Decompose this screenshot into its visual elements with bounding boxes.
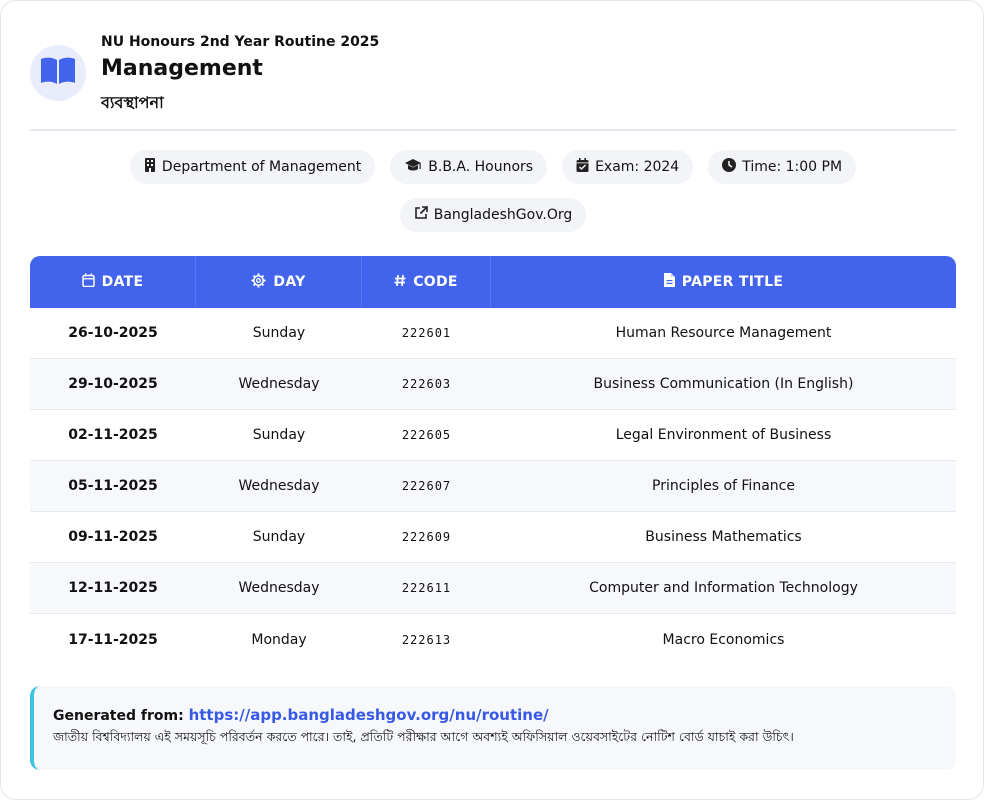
day-cell: Sunday: [252, 427, 306, 443]
time-chip: [708, 150, 856, 184]
paper-title-cell: Legal Environment of Business: [615, 427, 832, 443]
exam-label: Exam: 2024: [595, 159, 680, 175]
table-row: [30, 563, 956, 614]
degree-chip: [390, 150, 547, 184]
paper-title-cell: Computer and Information Technology: [589, 580, 858, 596]
table-row: [30, 308, 956, 359]
source-line: [53, 706, 936, 724]
code-cell: 222613: [401, 632, 452, 647]
routine-table: [30, 256, 956, 665]
table-row: [30, 410, 956, 461]
paper-title-cell: Macro Economics: [662, 631, 785, 648]
building-icon: [144, 158, 156, 176]
calendar-icon: [82, 273, 95, 291]
code-cell: 222605: [401, 428, 452, 442]
department-label: Department of Management: [161, 159, 362, 175]
disclaimer-text: জাতীয় বিশ্ববিদ্যালয় এই সময়সূচি পরিবর্তন করতে পারে। তাই, প্রতিটি পরীক্ষার আগে অবশ্যই অফিসিয়াল ওয়েবসাইটের নোটিশ বোর্ড যাচাই করা উচিৎ।: [53, 729, 794, 744]
page-subtitle: NU Honours 2nd Year Routine 2025: [101, 34, 380, 50]
day-cell: Sunday: [252, 325, 306, 341]
day-cell: Monday: [251, 631, 307, 648]
calendar-check-icon: [576, 158, 589, 176]
source-note: [30, 686, 956, 770]
day-cell: Wednesday: [238, 478, 320, 494]
source-link[interactable]: https://app.bangladeshgov.org/nu/routine/: [188, 706, 549, 724]
clock-icon: [722, 158, 736, 176]
external-link-icon: [414, 206, 428, 224]
code-cell: 222609: [401, 530, 452, 544]
day-cell: Wednesday: [238, 376, 320, 392]
table-row: [30, 461, 956, 512]
paper-title-cell: Business Communication (In English): [593, 376, 854, 392]
table-row: [30, 614, 956, 665]
paper-title-cell: Business Mathematics: [645, 529, 802, 545]
table-header: [30, 256, 956, 308]
paper-title-column-header: PAPER TITLE: [491, 256, 956, 308]
day-cell: Sunday: [252, 529, 306, 545]
date-cell: 09-11-2025: [68, 529, 158, 545]
day-column-header: DAY: [196, 256, 362, 308]
logo: [30, 45, 86, 101]
table-row: [30, 512, 956, 563]
website-chip[interactable]: [400, 198, 587, 232]
day-cell: Wednesday: [238, 580, 320, 596]
date-cell: 02-11-2025: [68, 427, 158, 443]
book-open-icon: [40, 56, 76, 90]
paper-title-cell: Principles of Finance: [652, 478, 795, 494]
page-title: Management: [101, 56, 263, 81]
page-title-bangla: ব্যবস্থাপনা: [101, 93, 164, 112]
source-label: Generated from:: [53, 708, 184, 724]
date-cell: 17-11-2025: [68, 631, 158, 648]
date-column-header: DATE: [30, 256, 196, 308]
department-chip: [130, 150, 375, 184]
exam-chip: [562, 150, 693, 184]
table-row: [30, 359, 956, 410]
code-cell: 222607: [401, 479, 452, 493]
gear-icon: [251, 273, 266, 292]
date-cell: 29-10-2025: [68, 376, 158, 392]
code-cell: 222603: [401, 377, 452, 391]
file-icon: [664, 273, 675, 291]
degree-label: B.B.A. Hounors: [428, 159, 534, 175]
hash-icon: [394, 274, 406, 291]
header: [30, 31, 956, 131]
date-cell: 05-11-2025: [68, 478, 158, 494]
info-chips: [1, 150, 984, 232]
code-cell: 222611: [401, 581, 452, 595]
date-cell: 12-11-2025: [68, 580, 158, 596]
code-cell: 222601: [401, 326, 452, 340]
paper-title-cell: Human Resource Management: [615, 325, 832, 341]
graduation-cap-icon: [404, 158, 422, 176]
date-cell: 26-10-2025: [68, 325, 158, 341]
code-column-header: CODE: [362, 256, 491, 308]
time-label: Time: 1:00 PM: [742, 159, 843, 175]
website-label[interactable]: BangladeshGov.Org: [433, 207, 573, 223]
